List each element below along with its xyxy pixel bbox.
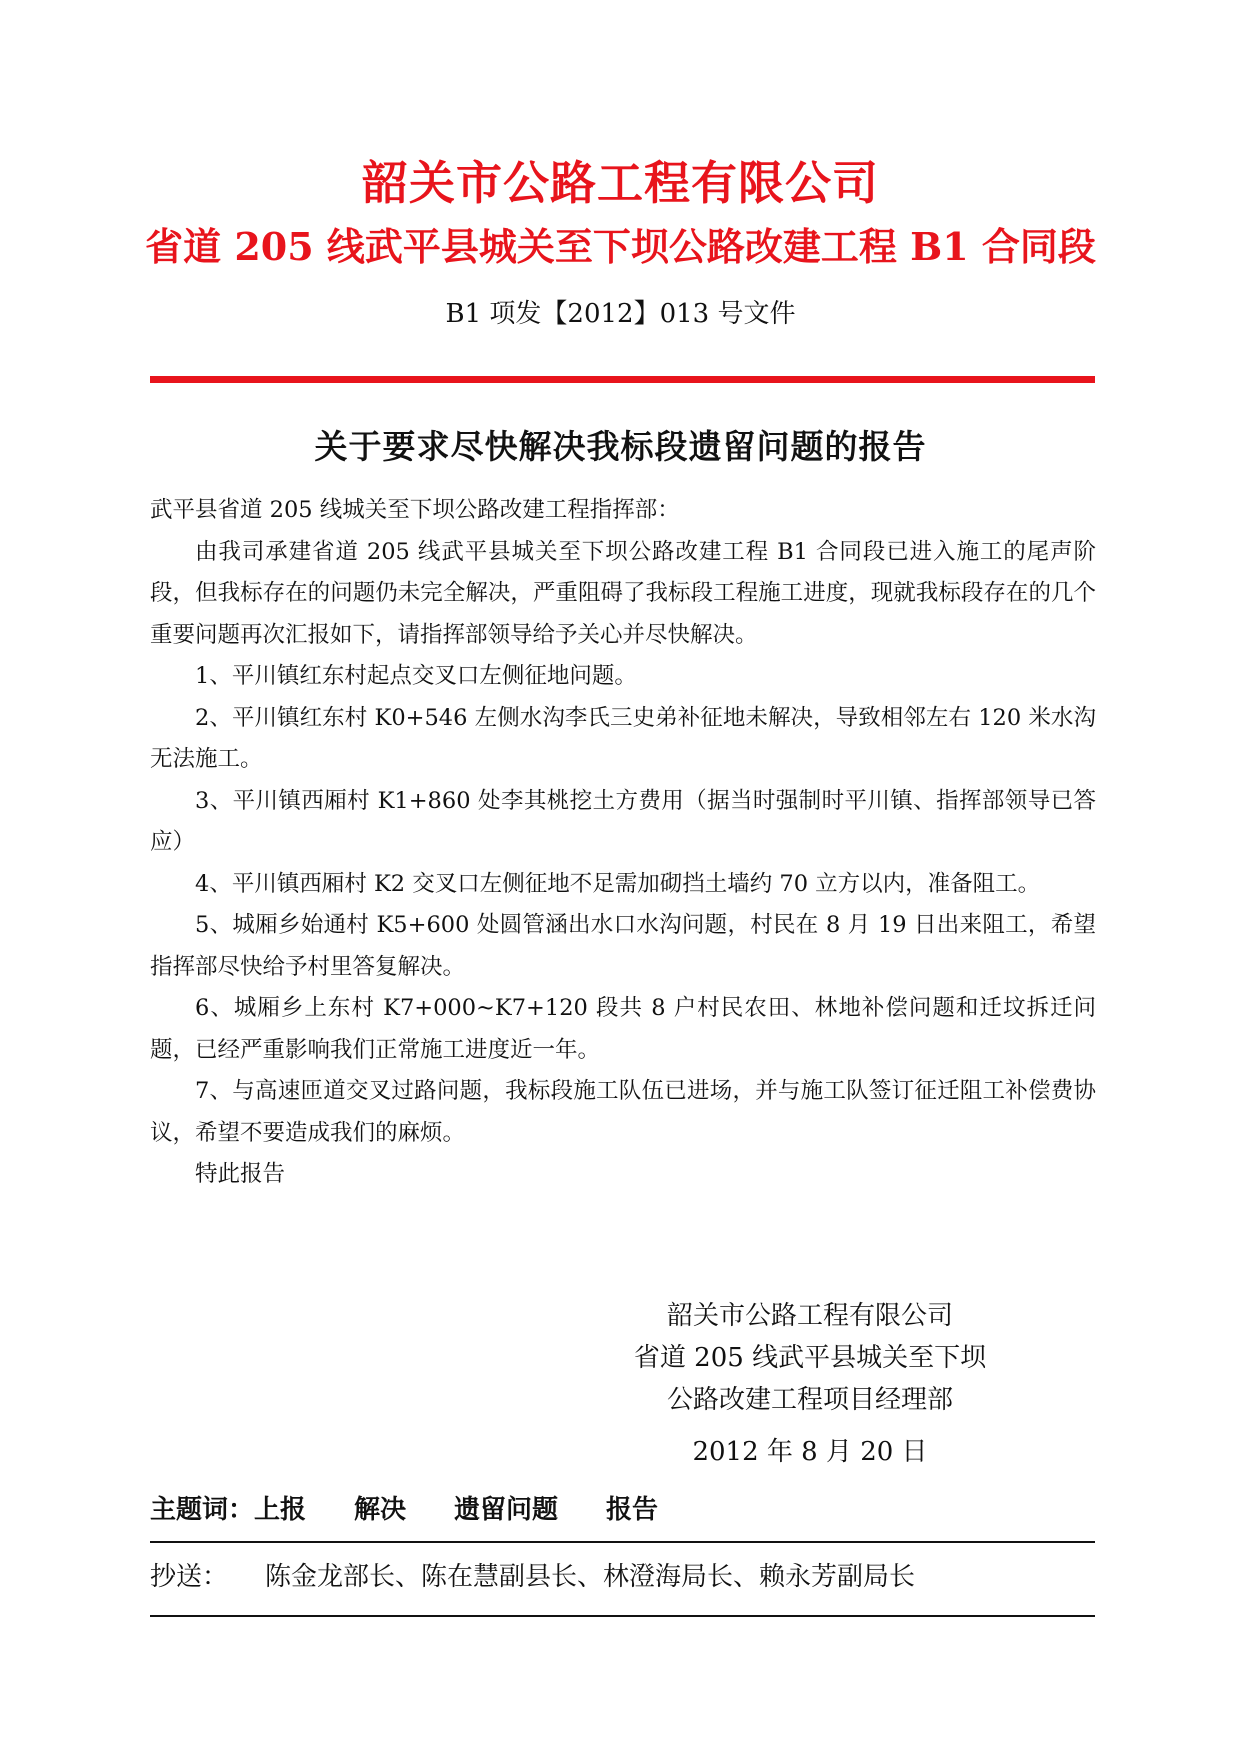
issue-item-2: 2、平川镇红东村 K0+546 左侧水沟李氏三史弟补征地未解决，导致相邻左右 120 米水沟无法施工。 (150, 704, 1096, 772)
red-divider (150, 376, 1095, 383)
issue-item-3: 3、平川镇西厢村 K1+860 处李其桃挖土方费用（据当时强制时平川镇、指挥部领导已答应） (150, 787, 1096, 855)
keywords-label: 主题词：上报 (150, 1495, 307, 1525)
report-body (150, 490, 1096, 1196)
issue-item-1: 1、平川镇红东村起点交叉口左侧征地问题。 (195, 663, 637, 689)
keywords-divider (150, 1541, 1095, 1543)
keyword: 解决 (354, 1495, 407, 1525)
recipient-line: 武平县省道 205 线城关至下坝公路改建工程指挥部： (150, 497, 680, 523)
keyword: 遗留问题 (454, 1495, 559, 1525)
keyword: 报告 (606, 1495, 659, 1525)
file-number: B1 项发【2012】013 号文件 (445, 299, 796, 329)
issue-item-4: 4、平川镇西厢村 K2 交叉口左侧征地不足需加砌挡土墙约 70 立方以内，准备阻工。 (195, 870, 1041, 897)
keywords-line (150, 1490, 1096, 1530)
cc-label: 抄送： (150, 1562, 229, 1592)
cc-divider (150, 1615, 1095, 1617)
issue-item-6: 6、城厢乡上东村 K7+000~K7+120 段共 8 户村民农田、林地补偿问题和迁坟拆迁问题，已经严重影响我们正常施工进度近一年。 (150, 995, 1096, 1063)
closing-line: 特此报告 (195, 1161, 286, 1187)
cc-line (150, 1557, 1096, 1597)
issue-item-5: 5、城厢乡始通村 K5+600 处圆管涵出水口水沟问题，村民在 8 月 19 日出来阻工，希望指挥部尽快给予村里答复解决。 (150, 912, 1096, 980)
company-name: 韶关市公路工程有限公司 (362, 156, 879, 210)
intro-paragraph: 由我司承建省道 205 线武平县城关至下坝公路改建工程 B1 合同段已进入施工的尾声阶段，但我标存在的问题仍未完全解决，严重阻碍了我标段工程施工进度，现就我标段存在的几个重要问题再次汇报如下，请指挥部领导给予关心并尽快解决。 (150, 538, 1096, 648)
project-name: 省道 205 线武平县城关至下坝公路改建工程 B1 合同段 (145, 224, 1096, 269)
issue-item-7: 7、与高速匝道交叉过路问题，我标段施工队伍已进场，并与施工队签订征迁阻工补偿费协议，希望不要造成我们的麻烦。 (150, 1078, 1096, 1146)
cc-list: 陈金龙部长、陈在慧副县长、林澄海局长、赖永芳副局长 (265, 1562, 916, 1592)
signature-project: 省道 205 线武平县城关至下坝 (633, 1343, 987, 1373)
signature-block (580, 1295, 1040, 1473)
signature-company: 韶关市公路工程有限公司 (666, 1301, 953, 1331)
signature-department: 公路改建工程项目经理部 (666, 1385, 953, 1415)
report-title: 关于要求尽快解决我标段遗留问题的报告 (314, 427, 927, 466)
signature-date: 2012 年 8 月 20 日 (692, 1437, 928, 1467)
